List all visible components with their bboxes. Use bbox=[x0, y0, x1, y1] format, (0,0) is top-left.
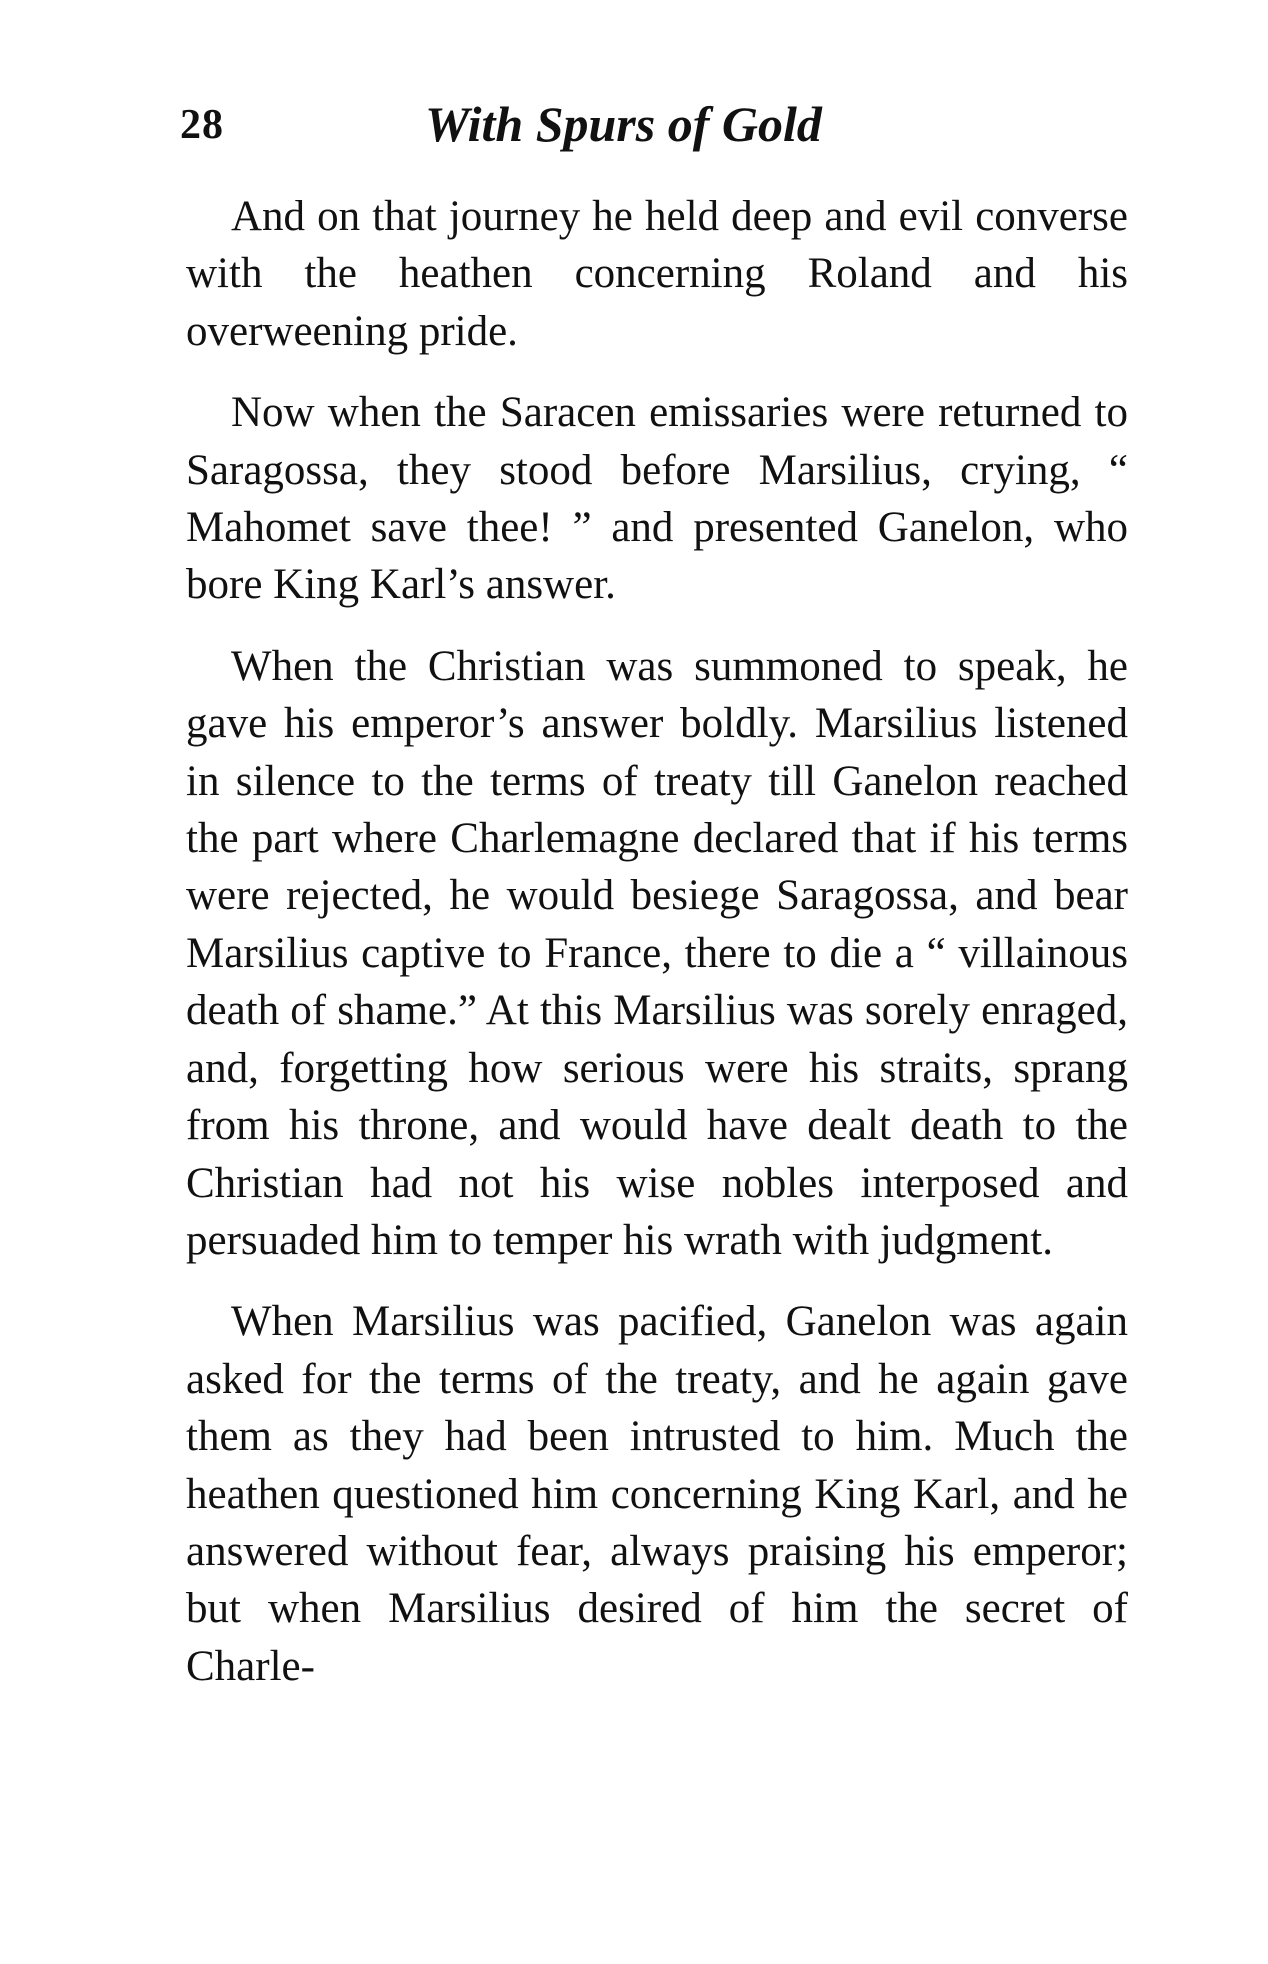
body-text bbox=[186, 188, 1128, 1695]
page-number: 28 bbox=[180, 102, 224, 148]
paragraph-3: When the Christian was summoned to speak, he gave his emperor’s answer boldly. Marsilius listened in silence to the terms of treaty till Ganelon reached the part where Charlemagne declared that if his terms were rejected, he would besiege Saragossa, and bear Marsilius captive to France, there to die a “ villainous death of shame.” At this Marsilius was sorely enraged, and, forgetting how serious were his straits, sprang from his throne, and would have dealt death to the Christian had not his wise nobles interposed and persuaded him to temper his wrath with judgment. bbox=[186, 642, 1128, 1264]
paragraph-4: When Marsilius was pacified, Ganelon was again asked for the terms of the treaty, and he again gave them as they had been intrusted to him. Much the heathen questioned him concerning King Karl, and he answered without fear, always praising his emperor; but when Marsilius desired of him the secret of Charle- bbox=[186, 1298, 1128, 1690]
running-title: With Spurs of Gold bbox=[425, 96, 822, 152]
page-header bbox=[180, 95, 1130, 165]
paragraph-1: And on that journey he held deep and evil converse with the heathen concerning Roland and his overweening pride. bbox=[186, 193, 1128, 355]
paragraph-2: Now when the Saracen emissaries were returned to Saragossa, they stood before Marsilius, crying, “ Mahomet save thee! ” and presented Ganelon, who bore King Karl’s answer. bbox=[186, 389, 1128, 609]
